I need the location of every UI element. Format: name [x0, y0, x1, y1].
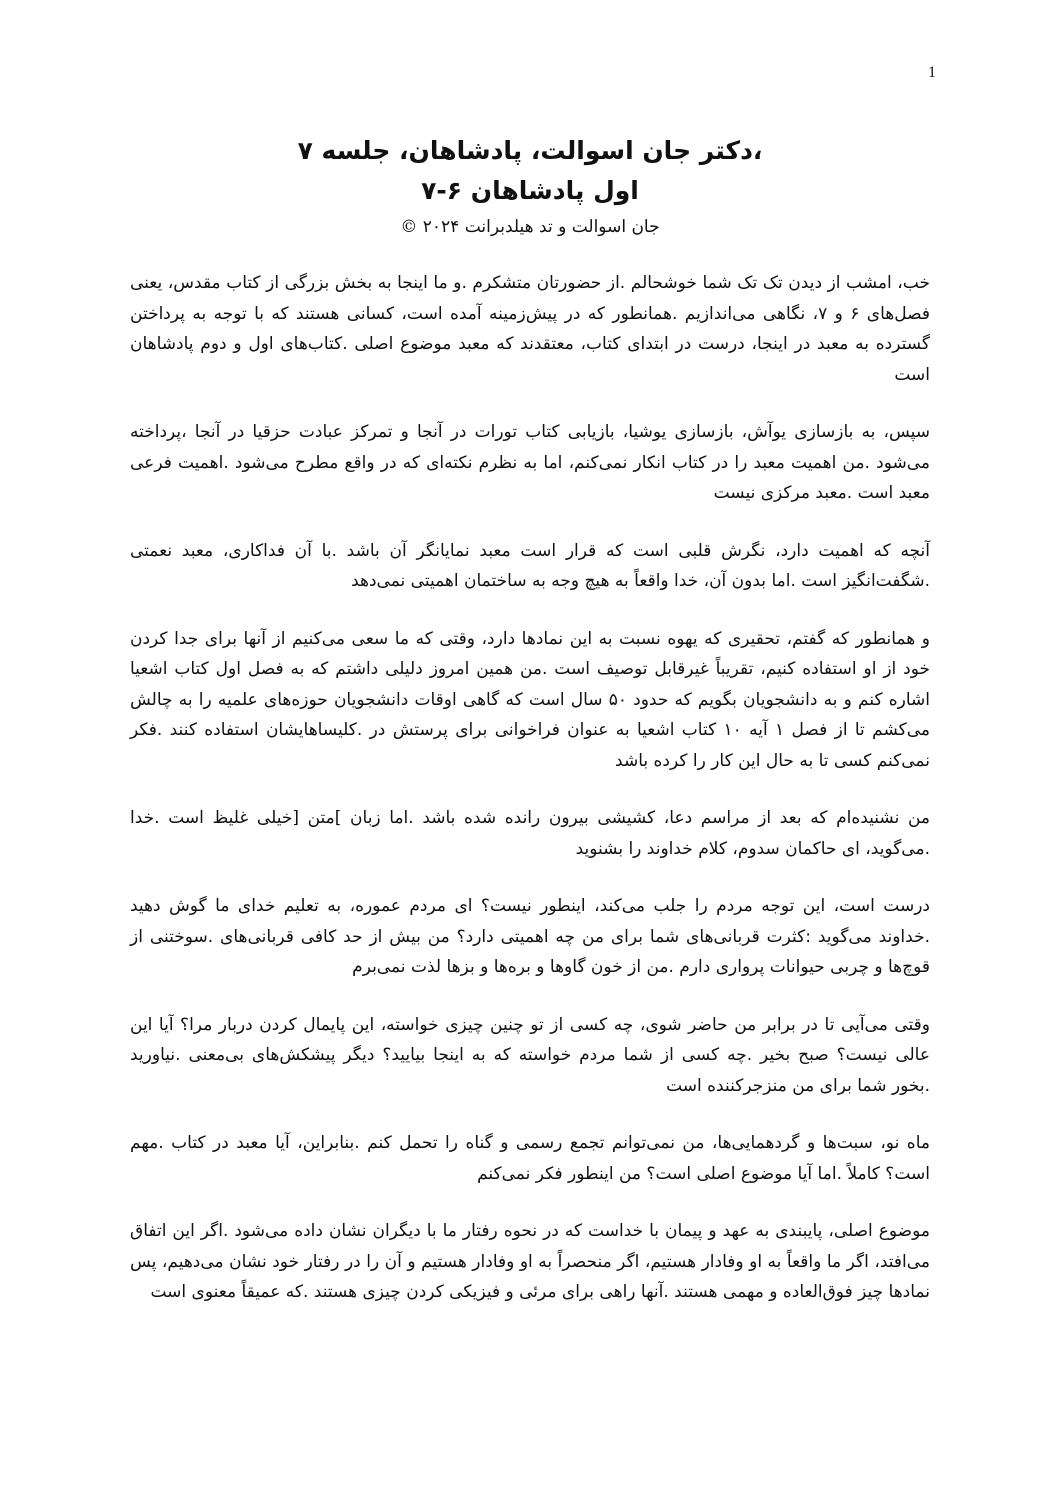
document-title-line-2: اول پادشاهان ۶-۷ — [421, 176, 639, 205]
transcript-body — [130, 268, 930, 1335]
copyright-line: جان اسوالت و تد هیلدبرانت ۲۰۲۴ © — [400, 217, 660, 237]
paragraph-2: سپس، به بازسازی یوآش، بازسازی یوشیا، بازیابی کتاب تورات در آنجا و تمرکز عبادت حزقیا در آنجا ،پرداخته می‌شود .من اهمیت معبد را در کتاب انکار نمی‌کنم، اما به نظرم نکته‌ای که در واقع مطرح می‌شود .اهمیت فرعی معبد است .معبد مرکزی نیست — [130, 422, 930, 503]
page-number: 1 — [928, 64, 936, 81]
title-block — [130, 131, 930, 240]
document-title-line-1: ،دکتر جان اسوالت، پادشاهان، جلسه ۷ — [297, 136, 763, 165]
paragraph-9: موضوع اصلی، پایبندی به عهد و پیمان با خداست که در نحوه رفتار ما با دیگران نشان داده می‌شود .اگر این اتفاق می‌افتد، اگر ما واقعاً به او وفادار هستیم، اگر منحصراً به او وفادار هستیم و آن را در رفتار خود نشان می‌دهیم، پس نمادها چیز فوق‌العاده و مهمی هستند .آنها راهی برای مرئی و فیزیکی کردن چیزی هستند .که عمیقاً معنوی است — [130, 1221, 930, 1302]
paragraph-3: آنچه که اهمیت دارد، نگرش قلبی است که قرار است معبد نمایانگر آن باشد .با آن فداکاری، معبد نعمتی .شگفت‌انگیز است .اما بدون آن، خدا واقعاً به هیچ وجه به ساختمان اهمیتی نمی‌دهد — [130, 540, 930, 591]
paragraph-1: خب، امشب از دیدن تک تک شما خوشحالم .از حضورتان متشکرم .و ما اینجا به بخش بزرگی از کتاب مقدس، یعنی فصل‌های ۶ و ۷، نگاهی می‌اندازیم .همانطور که در پیش‌زمینه آمده است، کسانی هستند که با توجه به پرداختن گسترده به معبد در اینجا، درست در ابتدای کتاب، معتقدند که معبد موضوع اصلی .کتاب‌های اول و دوم پادشاهان است — [130, 273, 930, 385]
paragraph-7: وقتی می‌آیی تا در برابر من حاضر شوی، چه کسی از تو چنین چیزی خواسته، این پایمال کردن دربار مرا؟ آیا این عالی نیست؟ صبح بخیر .چه کسی از شما مردم خواسته که به اینجا بیایید؟ دیگر پیشکش‌های بی‌معنی .نیاورید .بخور شما برای من منزجرکننده است — [130, 1014, 930, 1096]
paragraph-5: من نشنیده‌ام که بعد از مراسم دعا، کشیشی بیرون رانده شده باشد .اما زبان ]متن [خیلی غلیظ است .خدا .می‌گوید، ای حاکمان سدوم، کلام خداوند را بشنوید — [130, 808, 930, 859]
paragraph-6: درست است، این توجه مردم را جلب می‌کند، اینطور نیست؟ ای مردم عموره، به تعلیم خدای ما گوش دهید .خداوند می‌گوید :کثرت قربانی‌های شما برای من چه اهمیتی دارد؟ من بیش از حد کافی قربانی‌های .سوختنی از قوچ‌ها و چربی حیوانات پرواری دارم .من از خون گاوها و بره‌ها و بزها لذت نمی‌برم — [130, 896, 930, 977]
paragraph-4: و همانطور که گفتم، تحقیری که یهوه نسبت به این نمادها دارد، وقتی که ما سعی می‌کنیم از آنها برای جدا کردن خود از او استفاده کنیم، تقریباً غیرقابل توصیف است .من همین امروز دلیلی داشتم که به فصل اول کتاب اشعیا اشاره کنم و به دانشجویان بگویم که حدود ۵۰ سال است که گاهی اوقات دانشجویان حوزه‌های علمیه را به چالش می‌کشم تا از فصل ۱ آیه ۱۰ کتاب اشعیا به عنوان فراخوانی برای پرستش در .کلیساهایشان استفاده کنند .فکر نمی‌کنم کسی تا به حال این کار را کرده باشد — [130, 628, 930, 771]
paragraph-8: ماه نو، سبت‌ها و گردهمایی‌ها، من نمی‌توانم تجمع رسمی و گناه را تحمل کنم .بنابراین، آیا معبد در کتاب .مهم است؟ کاملاً .اما آیا موضوع اصلی است؟ من اینطور فکر نمی‌کنم — [130, 1133, 930, 1184]
